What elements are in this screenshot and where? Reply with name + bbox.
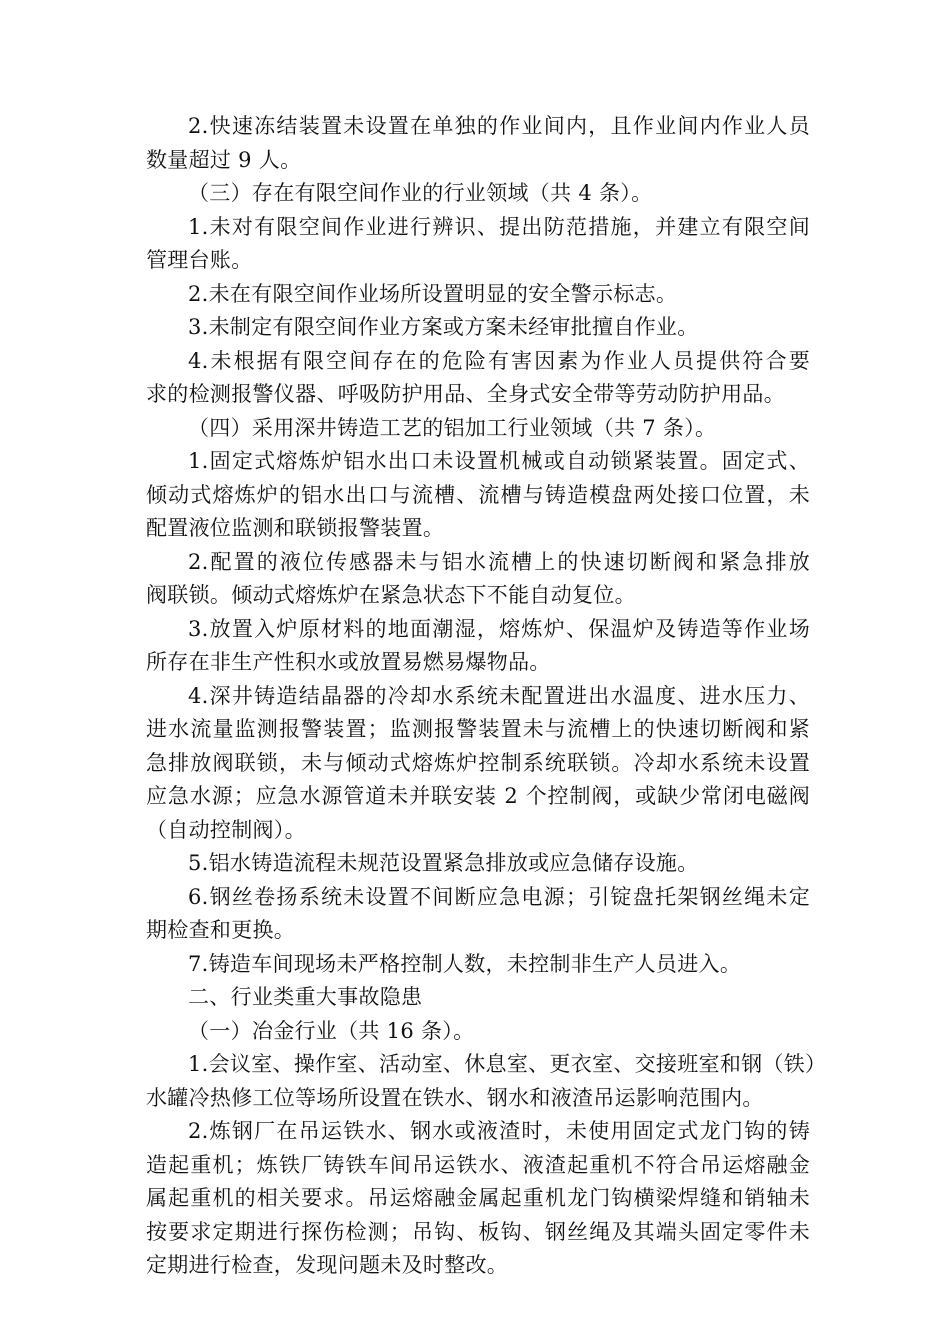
text-line: 应急水源；应急水源管道未并联安装 2 个控制阀，或缺少常闭电磁阀	[146, 784, 810, 808]
document-page	[146, 110, 827, 1283]
text-line: 水罐冷热修工位等场所设置在铁水、钢水和液渣吊运影响范围内。	[146, 1085, 764, 1110]
text-line: 1.未对有限空间作业进行辨识、提出防范措施，并建立有限空间	[188, 214, 810, 239]
text-line: 7.铸造车间现场未严格控制人数，未控制非生产人员进入。	[188, 951, 742, 976]
paragraph-p14	[146, 948, 810, 982]
text-line: 急排放阀联锁，未与倾动式熔炼炉控制系统联锁。冷却水系统未设置	[146, 750, 810, 775]
paragraph-p8	[146, 445, 810, 546]
text-line: 进水流量监测报警装置；监测报警装置未与流槽上的快速切断阀和紧	[146, 717, 810, 741]
text-line: 倾动式熔炼炉的铝水出口与流槽、流槽与铸造模盘两处接口位置，未	[146, 482, 810, 507]
paragraph-p10	[146, 613, 810, 680]
text-line: 1.会议室、操作室、活动室、休息室、更衣室、交接班室和钢（铁）	[188, 1052, 827, 1076]
paragraph-p15	[146, 981, 810, 1015]
text-line: （一）冶金行业（共 16 条）。	[188, 1018, 475, 1043]
text-line: （三）存在有限空间作业的行业领域（共 4 条）。	[188, 181, 653, 205]
paragraph-p3	[146, 211, 810, 278]
text-line: 期检查和更换。	[146, 918, 296, 942]
paragraph-p13	[146, 881, 810, 948]
text-line: 3.未制定有限空间作业方案或方案未经审批擅自作业。	[188, 315, 699, 339]
text-line: 配置液位监测和联锁报警装置。	[146, 516, 445, 540]
paragraph-p4	[146, 278, 810, 312]
text-line: 定期进行检查，发现问题未及时整改。	[146, 1253, 509, 1277]
text-line: 按要求定期进行探伤检测；吊钩、板钩、钢丝绳及其端头固定零件未	[146, 1219, 810, 1244]
paragraph-p7	[146, 412, 810, 446]
text-line: 1.固定式熔炼炉铝水出口未设置机械或自动锁紧装置。固定式、	[188, 449, 810, 473]
text-line: 4.未根据有限空间存在的危险有害因素为作业人员提供符合要	[188, 348, 810, 373]
paragraph-p5	[146, 311, 810, 345]
paragraph-p9	[146, 546, 810, 613]
paragraph-p17	[146, 1048, 827, 1115]
text-line: 3.放置入炉原材料的地面潮湿，熔炼炉、保温炉及铸造等作业场	[188, 616, 810, 641]
text-line: 所存在非生产性积水或放置易燃易爆物品。	[146, 650, 551, 674]
text-line: 4.深井铸造结晶器的冷却水系统未配置进出水温度、进水压力、	[188, 683, 810, 708]
text-line: （四）采用深井铸造工艺的铝加工行业领域（共 7 条）。	[188, 415, 717, 440]
paragraph-p11	[146, 680, 810, 848]
text-line: 5.铝水铸造流程未规范设置紧急排放或应急储存设施。	[188, 851, 699, 875]
paragraph-p6	[146, 345, 810, 412]
text-line: 属起重机的相关要求。吊运熔融金属起重机龙门钩横梁焊缝和销轴未	[146, 1186, 810, 1210]
text-line: （自动控制阀）。	[146, 817, 306, 842]
text-line: 管理台账。	[146, 248, 253, 272]
paragraph-p2	[146, 177, 810, 211]
text-line: 阀联锁。倾动式熔炼炉在紧急状态下不能自动复位。	[146, 583, 636, 607]
text-line: 2.快速冻结装置未设置在单独的作业间内，且作业间内作业人员	[188, 114, 810, 138]
text-line: 二、行业类重大事故隐患	[188, 985, 423, 1009]
text-line: 2.配置的液位传感器未与铝水流槽上的快速切断阀和紧急排放	[188, 549, 810, 574]
text-line: 2.炼钢厂在吊运铁水、钢水或液渣时，未使用固定式龙门钩的铸	[188, 1119, 810, 1143]
text-line: 6.钢丝卷扬系统未设置不间断应急电源；引锭盘托架钢丝绳未定	[188, 884, 810, 909]
text-line: 数量超过 9 人。	[146, 147, 302, 172]
text-line: 2.未在有限空间作业场所设置明显的安全警示标志。	[188, 281, 678, 306]
text-line: 求的检测报警仪器、呼吸防护用品、全身式安全带等劳动防护用品。	[146, 382, 785, 406]
text-line: 造起重机；炼铁厂铸铁车间吊运铁水、液渣起重机不符合吊运熔融金	[146, 1152, 810, 1177]
paragraph-p12	[146, 847, 810, 881]
paragraph-p1	[146, 110, 810, 177]
paragraph-p18	[146, 1115, 810, 1283]
paragraph-p16	[146, 1015, 810, 1049]
